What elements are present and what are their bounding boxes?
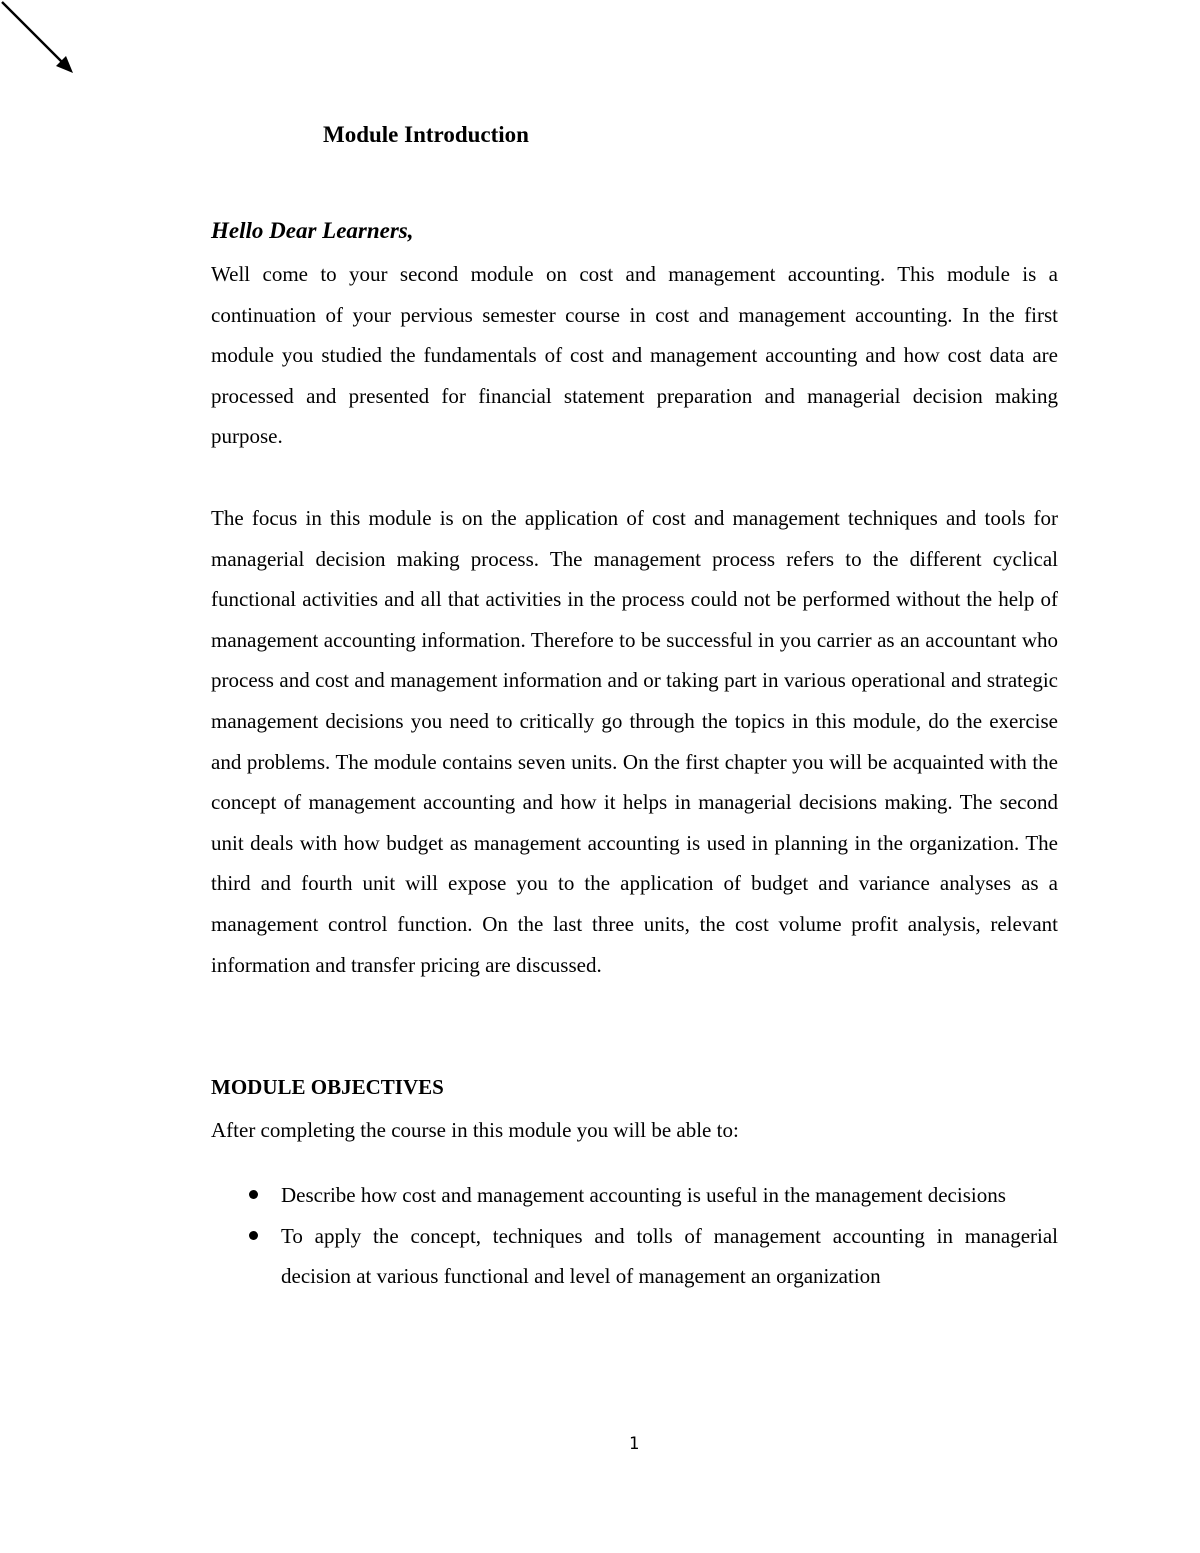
objectives-intro: After completing the course in this module you will be able to: <box>211 1118 739 1142</box>
objectives-list <box>211 1175 1058 1297</box>
greeting: Hello Dear Learners, <box>211 218 414 243</box>
focus-paragraph: The focus in this module is on the application of cost and management techniques and tools for managerial decision making process. The management process refers to the different cyclical functional activities and all that activities in the process could not be performed without the help of management accounting information. Therefore to be successful in you carrier as an accountant who process and cost and management information and or taking part in various operational and strategic management decisions you need to critically go through the topics in this module, do the exercise and problems. The module contains seven units. On the first chapter you will be acquainted with the concept of management accounting and how it helps in managerial decisions making. The second unit deals with how budget as management accounting is used in planning in the organization. The third and fourth unit will expose you to the application of budget and variance analyses as a management control function. On the last three units, the cost volume profit analysis, relevant information and transfer pricing are discussed. <box>211 506 1058 977</box>
list-item <box>211 1216 1058 1297</box>
objective-text: To apply the concept, techniques and tolls of management accounting in managerial decision at various functional and level of management an organization <box>281 1223 1058 1289</box>
objective-text: Describe how cost and management accounting is useful in the management decisions <box>281 1183 1006 1207</box>
bullet-icon <box>249 1190 258 1199</box>
list-item <box>211 1175 1058 1216</box>
intro-paragraph: Well come to your second module on cost and management accounting. This module is a continuation of your pervious semester course in cost and management accounting. In the first module you studied the fundamentals of cost and management accounting and how cost data are processed and presented for financial statement preparation and managerial decision making purpose. <box>211 262 1058 449</box>
arrow-icon <box>0 0 80 80</box>
page-title: Module Introduction <box>323 122 529 147</box>
objectives-heading: MODULE OBJECTIVES <box>211 1075 444 1099</box>
page-number: 1 <box>628 1434 640 1454</box>
bullet-icon <box>249 1231 258 1240</box>
